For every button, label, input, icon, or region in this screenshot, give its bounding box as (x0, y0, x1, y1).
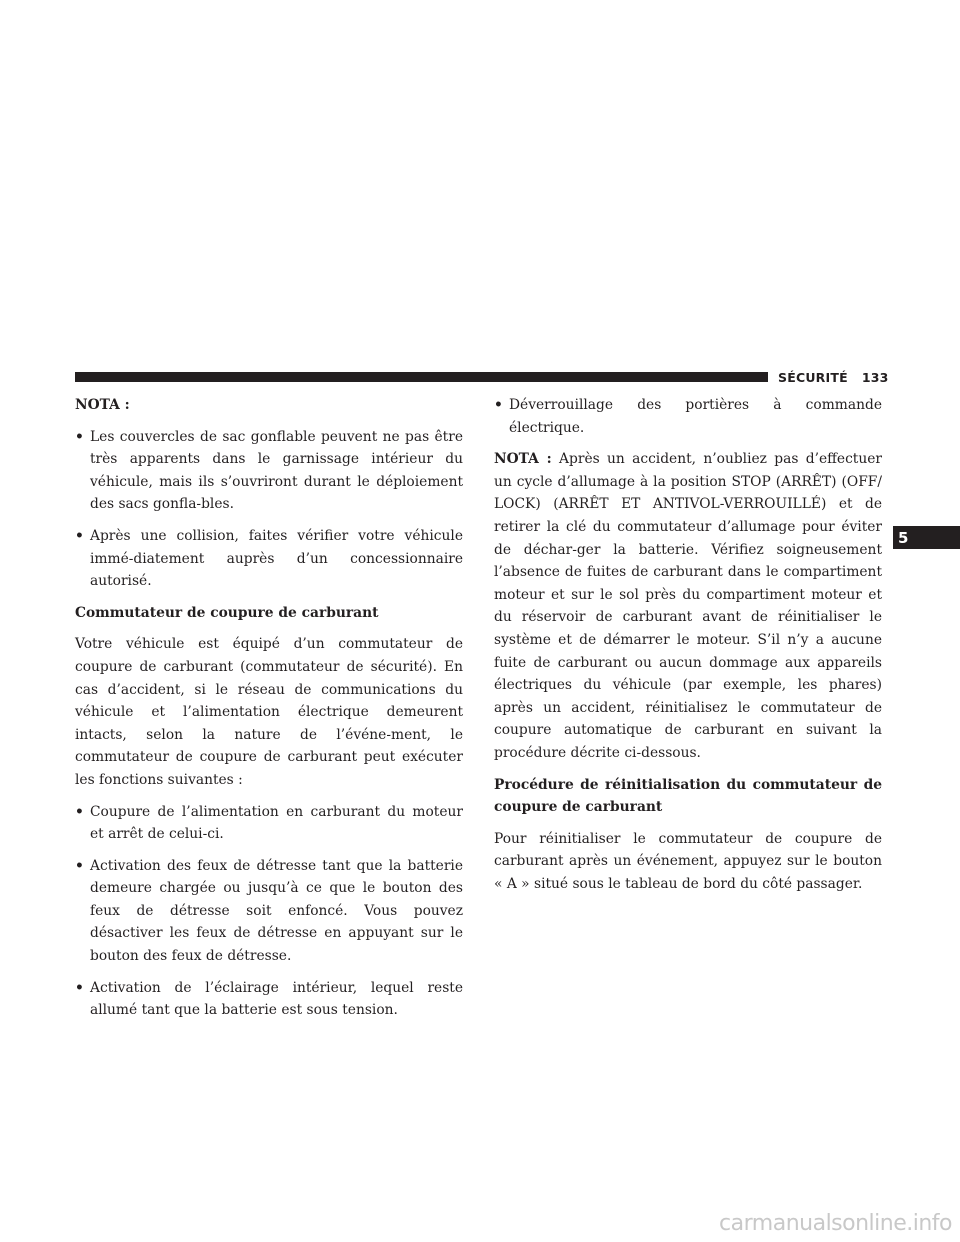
list-item-text: Activation des feux de détresse tant que la batterie demeure chargée ou jusqu’à ce que le bouton des feux de détresse soit enfoncé. Vous pouvez désactiver les feux de détresse en appuyant sur le bouton des feux de détresse. (90, 857, 463, 965)
nota-text: Après un accident, n’oubliez pas d’effectuer un cycle d’allumage à la position STOP (ARRÊT) (OFF/ LOCK) (ARRÊT ET ANTIVOL-VERROUILLÉ) et de retirer la clé du commutateur d’allumage pour éviter de déchar-ger la batterie. Vérifiez soigneusement l’absence de fuites de carburant dans le compartiment moteur et sur le sol près du compartiment moteur et du réservoir de carburant avant de réinitialiser le système et de démarrer le moteur. S’il n’y a aucune fuite de carburant ou aucun dommage aux appareils électriques du véhicule (par exemple, les phares) après un accident, réinitialisez le commutateur de coupure automatique de carburant en suivant la procédure décrite ci-dessous. (494, 451, 883, 761)
list-item (494, 394, 882, 439)
nota-label: NOTA : (494, 451, 552, 468)
bullet-icon: • (494, 397, 503, 413)
list-item-text: Coupure de l’alimentation en carburant du moteur et arrêt de celui-ci. (90, 803, 463, 843)
body-paragraph: Votre véhicule est équipé d’un commutateur de coupure de carburant (commutateur de sécurité). En cas d’accident, si le réseau de communications du véhicule et l’alimentation électrique demeurent intacts, selon la nature de l’événe-ment, le commutateur de coupure de carburant peut exécuter les fonctions suivantes : (75, 636, 463, 788)
section-heading: Commutateur de coupure de carburant (75, 604, 379, 621)
nota-paragraph (494, 448, 882, 764)
bullet-icon: • (75, 857, 84, 874)
list-item-text: Après une collision, faites vérifier votre véhicule immé-diatement auprès d’un concessionnaire autorisé. (90, 527, 463, 590)
watermark: carmanualsonline.info (719, 1211, 952, 1236)
body-paragraph: Pour réinitialiser le commutateur de coupure de carburant après un événement, appuyez sur le bouton « A » situé sous le tableau de bord du côté passager. (494, 830, 882, 892)
right-column (494, 394, 882, 904)
bullet-icon: • (75, 979, 84, 996)
list-item (75, 977, 463, 1022)
left-column (75, 394, 463, 1031)
nota-heading: NOTA : (75, 397, 130, 413)
bullet-icon: • (75, 803, 84, 820)
chapter-tab: 5 (893, 526, 960, 549)
list-item (75, 426, 463, 516)
page-number: 133 (861, 369, 889, 385)
list-item (75, 801, 463, 846)
list-item-text: Activation de l’éclairage intérieur, lequel reste allumé tant que la batterie est sous tension. (90, 979, 463, 1019)
list-item (75, 855, 463, 968)
section-heading: Procédure de réinitialisation du commutateur de coupure de carburant (494, 776, 882, 816)
header-rule (75, 372, 768, 382)
running-header (778, 368, 889, 386)
section-title: SÉCURITÉ (778, 369, 848, 385)
list-item-text: Les couvercles de sac gonflable peuvent ne pas être très apparents dans le garnissage intérieur du véhicule, mais ils s’ouvriront durant le déploiement des sacs gonfla-bles. (90, 428, 463, 513)
list-item-text: Déverrouillage des portières à commande électrique. (509, 397, 882, 436)
list-item (75, 525, 463, 593)
bullet-icon: • (75, 428, 84, 445)
bullet-icon: • (75, 527, 84, 544)
